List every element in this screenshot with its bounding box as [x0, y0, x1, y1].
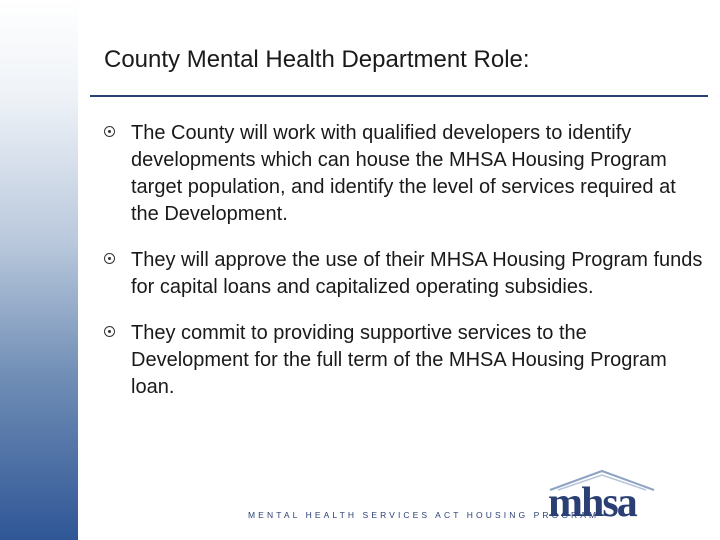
bullet-item — [104, 120, 704, 228]
title-divider — [90, 95, 708, 97]
bullet-text: They commit to providing supportive services to the Development for the full term of the MHSA Housing Program loan. — [131, 322, 667, 398]
bullet-item — [104, 320, 704, 401]
logo-wordmark: mhsa — [548, 480, 636, 526]
bullet-item — [104, 247, 704, 301]
program-name: MENTAL HEALTH SERVICES ACT HOUSING PROGRAM — [248, 510, 600, 520]
slide-title: County Mental Health Department Role: — [104, 46, 530, 73]
bullet-text: The County will work with qualified developers to identify developments which can house the MHSA Housing Program target population, and identify the level of services required at the Development. — [131, 122, 676, 225]
decorative-sidebar — [0, 0, 78, 540]
bullet-list — [104, 120, 704, 420]
circle-bullet-icon — [104, 126, 115, 137]
bullet-text: They will approve the use of their MHSA Housing Program funds for capital loans and capitalized operating subsidies. — [131, 249, 703, 298]
circle-bullet-icon — [104, 253, 115, 264]
circle-bullet-icon — [104, 326, 115, 337]
mhsa-logo — [546, 468, 658, 524]
